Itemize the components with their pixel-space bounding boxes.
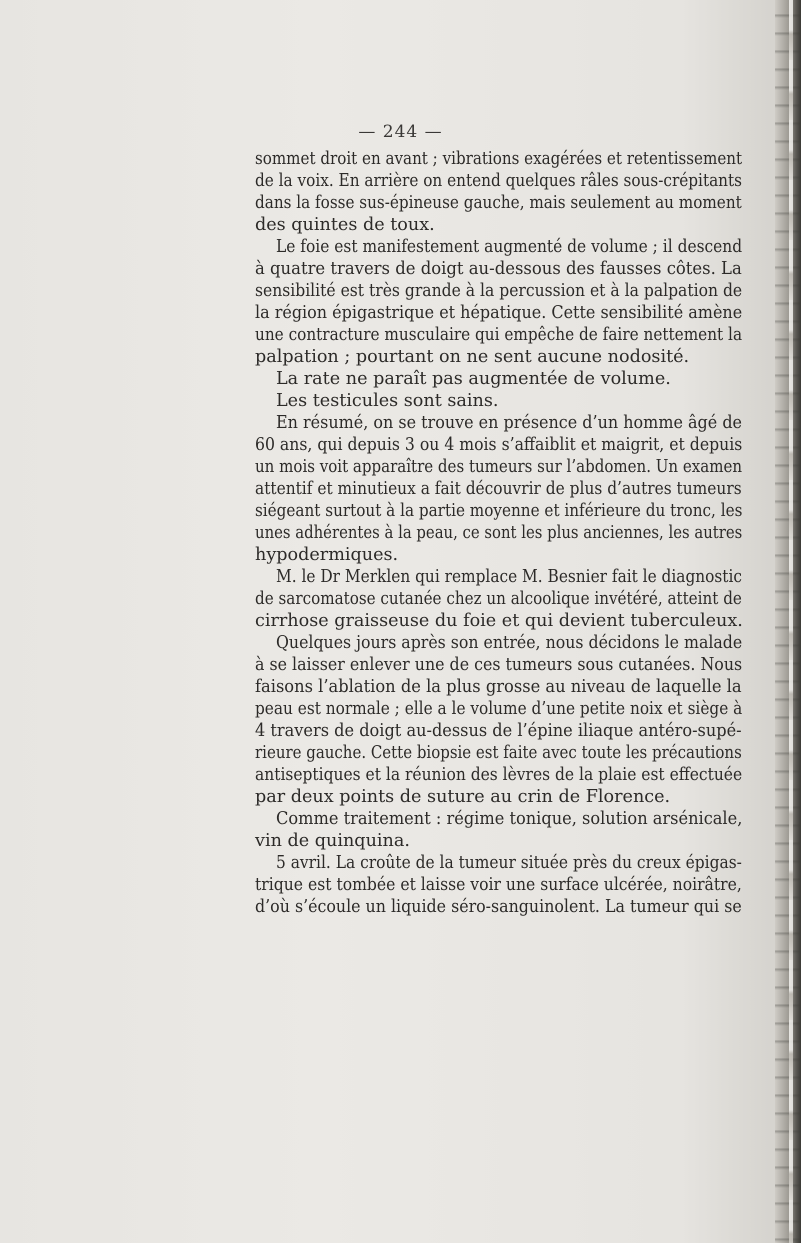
text-line: La rate ne paraît pas augmentée de volume. <box>276 369 671 389</box>
page-edge-shadow <box>775 0 801 1243</box>
text-line: palpation ; pourtant on ne sent aucune nodosité. <box>255 347 690 367</box>
text-line: M. le Dr Merklen qui remplace M. Besnier fait le diagnostic <box>276 567 742 587</box>
text-line: vin de quinquina. <box>255 831 410 851</box>
text-line: 5 avril. La croûte de la tumeur située près du creux épigas- <box>276 853 742 873</box>
page-number: — 244 — <box>358 122 443 142</box>
text-line: à quatre travers de doigt au-dessous des fausses côtes. La <box>255 259 742 279</box>
text-line: cirrhose graisseuse du foie et qui devient tuberculeux. <box>255 611 743 631</box>
page-edge-highlight <box>789 0 793 1243</box>
text-line: Les testicules sont sains. <box>276 391 499 411</box>
text-line: rieure gauche. Cette biopsie est faite avec toute les précautions <box>255 743 742 763</box>
text-line: attentif et minutieux a fait découvrir de plus d’autres tumeurs <box>255 479 742 499</box>
text-line: sensibilité est très grande à la percussion et à la palpation de <box>255 281 743 301</box>
text-line: Comme traitement : régime tonique, solution arsénicale, <box>276 809 743 829</box>
text-line: de la voix. En arrière on entend quelques râles sous-crépitants <box>255 171 742 191</box>
text-line: trique est tombée et laisse voir une surface ulcérée, noirâtre, <box>255 875 742 895</box>
text-line: Le foie est manifestement augmenté de volume ; il descend <box>276 237 743 257</box>
text-line: la région épigastrique et hépatique. Cette sensibilité amène <box>255 303 743 323</box>
text-line: de sarcomatose cutanée chez un alcoolique invétéré, atteint de <box>255 589 742 609</box>
text-line: faisons l’ablation de la plus grosse au niveau de laquelle la <box>255 677 742 697</box>
text-line: par deux points de suture au crin de Florence. <box>255 787 671 807</box>
text-line: siégeant surtout à la partie moyenne et inférieure du tronc, les <box>255 501 743 521</box>
text-line: dans la fosse sus-épineuse gauche, mais seulement au moment <box>255 193 742 213</box>
text-line: des quintes de toux. <box>255 215 435 235</box>
text-line: hypodermiques. <box>255 545 399 565</box>
text-line: antiseptiques et la réunion des lèvres de la plaie est effectuée <box>255 765 743 785</box>
text-line: unes adhérentes à la peau, ce sont les plus anciennes, les autres <box>255 523 743 543</box>
text-line: En résumé, on se trouve en présence d’un homme âgé de <box>276 413 743 433</box>
text-line: une contracture musculaire qui empêche de faire nettement la <box>255 325 743 345</box>
text-line: Quelques jours après son entrée, nous décidons le malade <box>276 633 743 653</box>
text-line: sommet droit en avant ; vibrations exagérées et retentissement <box>255 149 743 169</box>
text-line: d’où s’écoule un liquide séro-sanguinolent. La tumeur qui se <box>255 897 742 917</box>
text-line: un mois voit apparaître des tumeurs sur l’abdomen. Un examen <box>255 457 743 477</box>
text-line: à se laisser enlever une de ces tumeurs sous cutanées. Nous <box>255 655 743 675</box>
text-line: 4 travers de doigt au-dessus de l’épine iliaque antéro-supé- <box>255 721 742 741</box>
text-line: peau est normale ; elle a le volume d’une petite noix et siège à <box>255 699 743 719</box>
text-line: 60 ans, qui depuis 3 ou 4 mois s’affaiblit et maigrit, et depuis <box>255 435 743 455</box>
